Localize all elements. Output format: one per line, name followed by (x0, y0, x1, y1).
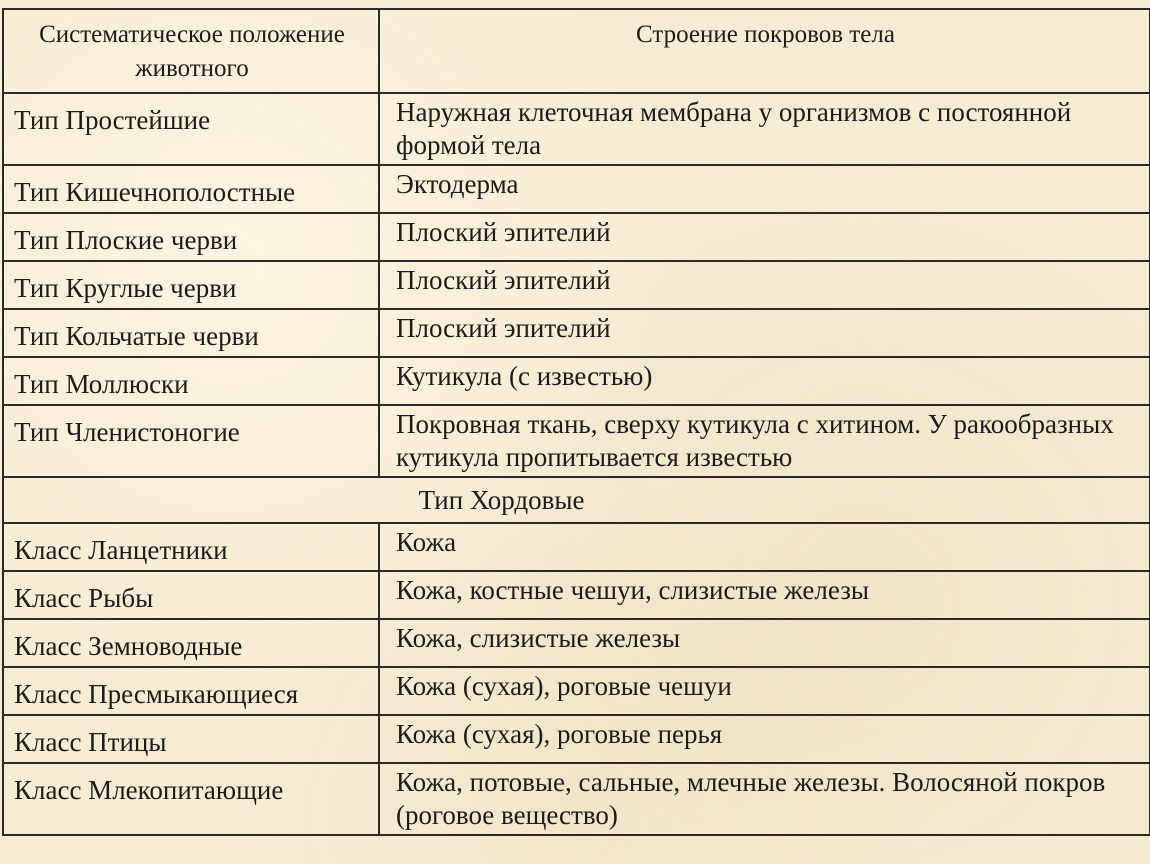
row-cover-cell: Плоский эпителий (379, 261, 1150, 309)
row-cover-cell: Кожа (сухая), роговые чешуи (379, 667, 1150, 715)
row-name-cell: Класс Рыбы (3, 571, 379, 619)
row-name-cell: Класс Земноводные (3, 619, 379, 667)
row-name-cell: Тип Плоские черви (3, 213, 379, 261)
table-row (3, 213, 1150, 261)
row-name-cell: Тип Простейшие (3, 93, 379, 165)
row-cover-cell: Кутикула (с известью) (379, 357, 1150, 405)
row-name-cell: Тип Моллюски (3, 357, 379, 405)
row-cover-cell: Покровная ткань, сверху кутикула с хитином. У ракообразных кутикула пропитывается известью (379, 405, 1150, 477)
row-cover-cell: Наружная клеточная мембрана у организмов с постоянной формой тела (379, 93, 1150, 165)
table-row (3, 523, 1150, 571)
header-body-covers: Строение покровов тела (379, 9, 1150, 93)
row-name-cell: Класс Пресмыкающиеся (3, 667, 379, 715)
row-name-cell: Класс Ланцетники (3, 523, 379, 571)
animal-covers-table (2, 8, 1150, 836)
header-row (3, 9, 1150, 93)
row-cover-cell: Кожа, потовые, сальные, млечные железы. Волосяной покров (роговое вещество) (379, 763, 1150, 835)
row-name-cell: Класс Птицы (3, 715, 379, 763)
row-cover-cell: Плоский эпителий (379, 309, 1150, 357)
table-row (3, 165, 1150, 213)
row-name-cell: Тип Членистоногие (3, 405, 379, 477)
group-title: Тип Хордовые (3, 477, 1150, 523)
table-row (3, 261, 1150, 309)
row-cover-cell: Плоский эпителий (379, 213, 1150, 261)
row-name-cell: Тип Кишечнополостные (3, 165, 379, 213)
table-row (3, 309, 1150, 357)
table-row (3, 405, 1150, 477)
row-name-cell: Тип Круглые черви (3, 261, 379, 309)
row-cover-cell: Кожа (379, 523, 1150, 571)
table-row (3, 763, 1150, 835)
table-row (3, 715, 1150, 763)
header-systematic-position: Систематическое положение животного (3, 9, 379, 93)
row-cover-cell: Кожа (сухая), роговые перья (379, 715, 1150, 763)
table-row (3, 571, 1150, 619)
table-row (3, 93, 1150, 165)
row-cover-cell: Эктодерма (379, 165, 1150, 213)
group-row-chordates (3, 477, 1150, 523)
table-row (3, 667, 1150, 715)
row-cover-cell: Кожа, костные чешуи, слизистые железы (379, 571, 1150, 619)
row-name-cell: Тип Кольчатые черви (3, 309, 379, 357)
table-row (3, 357, 1150, 405)
row-name-cell: Класс Млекопитающие (3, 763, 379, 835)
row-cover-cell: Кожа, слизистые железы (379, 619, 1150, 667)
table-row (3, 619, 1150, 667)
